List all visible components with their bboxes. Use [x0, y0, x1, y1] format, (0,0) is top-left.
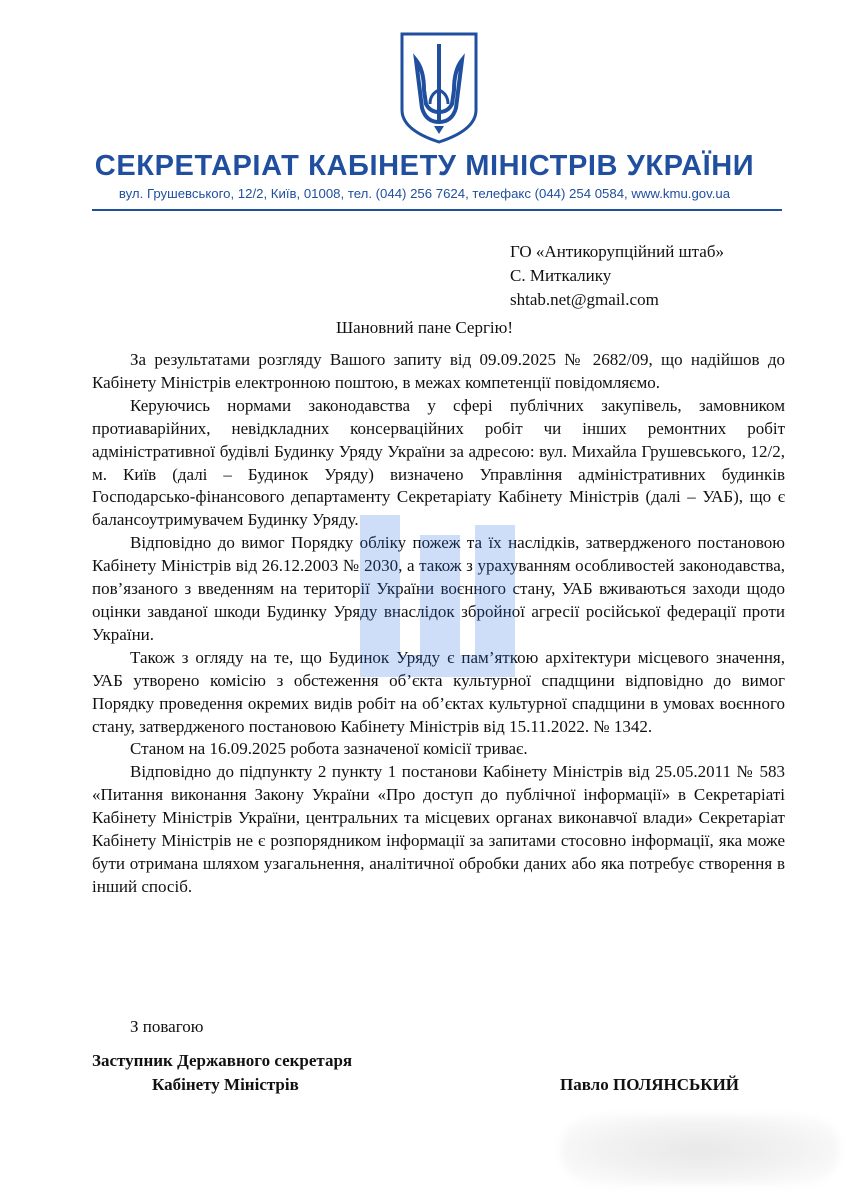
header-divider [92, 209, 782, 211]
signatory-name: Павло ПОЛЯНСЬКИЙ [560, 1075, 740, 1094]
addressee-block [510, 240, 724, 312]
addressee-name: С. Миткалику [510, 266, 612, 285]
paragraph: Відповідно до підпункту 2 пункту 1 постанови Кабінету Міністрів від 25.05.2011 № 583 «Питання виконання Закону України «Про доступ до публічної інформації» в Секретаріаті Кабінету Міністрів України, центральних та місцевих органах виконавчої влади» Секретаріат Кабінету Міністрів не є розпорядником інформації за запитами стосовно інформації, яка може бути отримана шляхом узагальнення, аналітичної обробки даних або яка потребує створення в інший спосіб. [92, 762, 785, 896]
closing-phrase: З повагою [130, 1017, 204, 1036]
letter-body [92, 349, 785, 899]
paragraph: Керуючись нормами законодавства у сфері публічних закупівель, замовником протиаварійних, невідкладних консерваційних робіт чи інших ремонтних робіт адміністративної будівлі Будинку Уряду України за адресою: вул. Михайла Грушевського, 12/2, м. Київ (далі – Будинок Уряду) визначено Управління адміністративних будинків Господарсько-фінансового департаменту Секретаріату Кабінету Міністрів (далі – УАБ), що є балансоутримувачем Будинку Уряду. [92, 395, 785, 530]
redacted-area [560, 1115, 840, 1185]
signatory-title-line1: Заступник Державного секретаря [92, 1051, 353, 1070]
trident-emblem-icon [398, 30, 480, 146]
addressee-email: shtab.net@gmail.com [510, 290, 659, 309]
addressee-organization: ГО «Антикорупційний штаб» [510, 242, 724, 261]
salutation: Шановний пане Сергію! [335, 318, 514, 337]
organization-title: СЕКРЕТАРІАТ КАБІНЕТУ МІНІСТРІВ УКРАЇНИ [94, 150, 755, 182]
signatory-title-line2: Кабінету Міністрів [152, 1075, 299, 1094]
paragraph: Відповідно до вимог Порядку обліку пожеж та їх наслідків, затвердженого постановою Кабінету Міністрів від 26.12.2003 № 2030, а також з урахуванням особливостей законодавства, пов’язаного з введенням на території України воєнного стану, УАБ вживаються заходи щодо оцінки завданої шкоди Будинку Уряду внаслідок збройної агресії російської федерації проти України. [92, 533, 785, 644]
organization-address: вул. Грушевського, 12/2, Київ, 01008, тел. (044) 256 7624, телефакс (044) 254 0584, www.kmu.gov.ua [118, 186, 731, 201]
paragraph: Також з огляду на те, що Будинок Уряду є пам’яткою архітектури місцевого значення, УАБ утворено комісію з обстеження об’єкта культурної спадщини відповідно до вимог Порядку проведення окремих видів робіт на об’єктах культурної спадщини в умовах воєнного стану, затвердженого постановою Кабінету Міністрів від 15.11.2022. № 1342. [92, 647, 785, 736]
paragraph: За результатами розгляду Вашого запиту від 09.09.2025 № 2682/09, що надійшов до Кабінету Міністрів електронною поштою, в межах компетенції повідомляємо. [92, 350, 785, 392]
paragraph: Станом на 16.09.2025 робота зазначеної комісії триває. [130, 739, 528, 759]
